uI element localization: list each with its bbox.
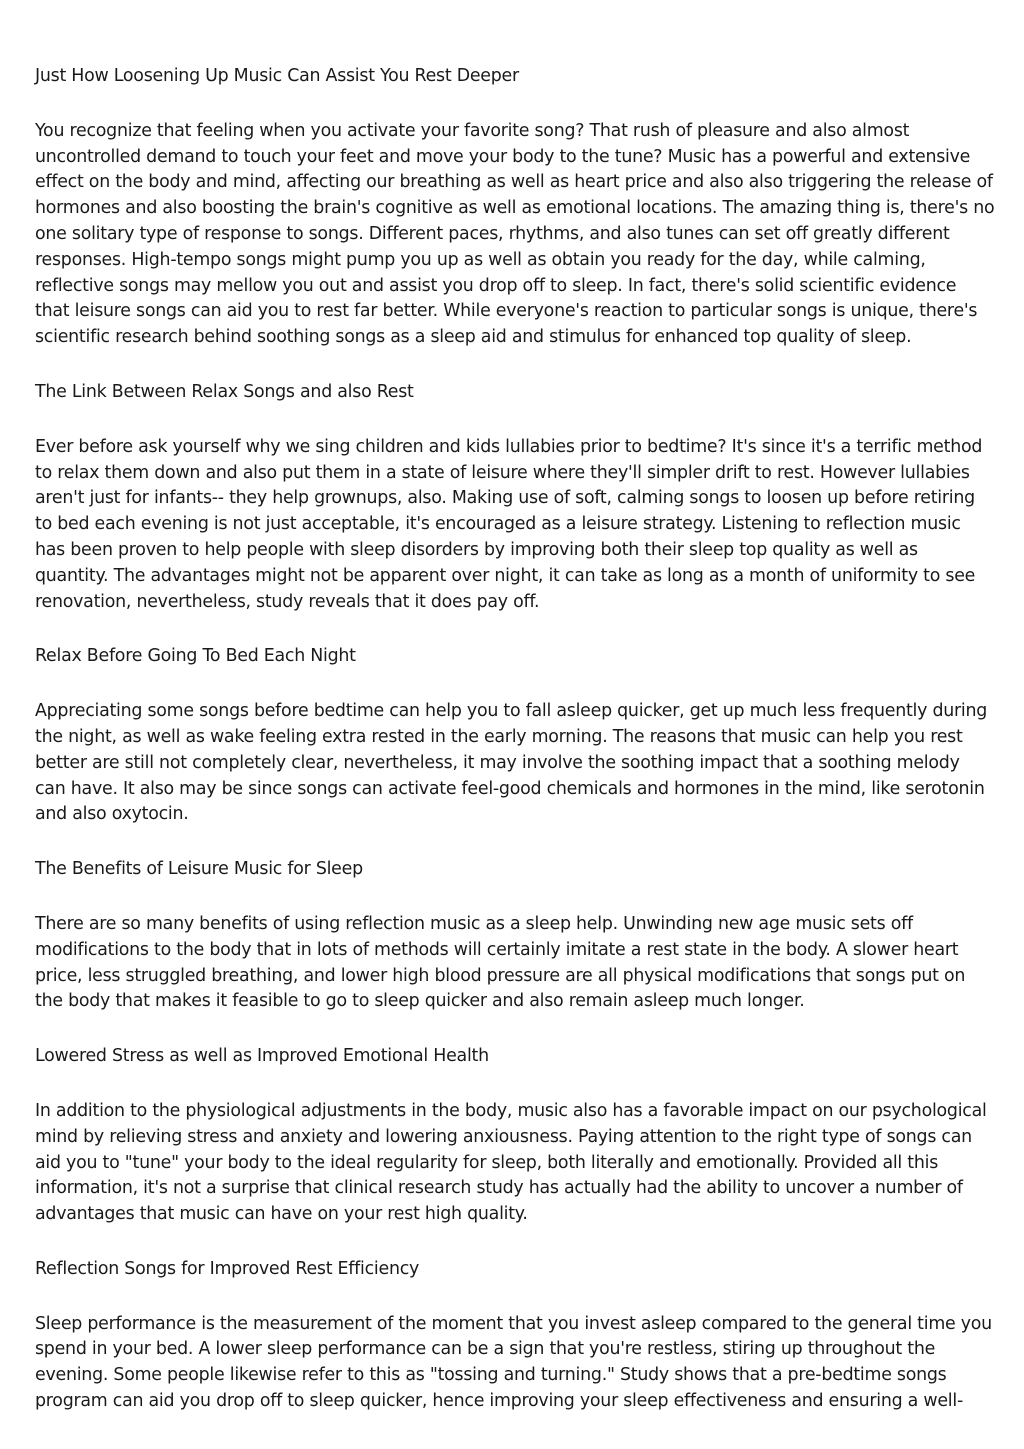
- intro-paragraph: You recognize that feeling when you activate your favorite song? That rush of pleasure and also almost uncontrolled demand to touch your feet and move your body to the tune? Music has a powerful and extensive effect on the body and mind, affecting our breathing as well as heart price and also also triggering the release of hormones and also boosting the brain's cognitive as well as emotional locations. The amazing thing is, there's no one solitary type of response to songs. Different paces, rhythms, and also tunes can set off greatly different responses. High-tempo songs might pump you up as well as obtain you ready for the day, while calming, reflective songs may mellow you out and assist you drop off to sleep. In fact, there's solid scientific evidence that leisure songs can aid you to rest far better. While everyone's reaction to particular songs is unique, there's scientific research behind soothing songs as a sleep aid and stimulus for enhanced top quality of sleep.: [35, 120, 995, 348]
- section-heading-relax: Relax Before Going To Bed Each Night: [35, 646, 356, 667]
- document-page: [35, 64, 995, 1415]
- section-heading-link: The Link Between Relax Songs and also Rest: [35, 381, 414, 402]
- section-body-relax: Appreciating some songs before bedtime can help you to fall asleep quicker, get up much less frequently during the night, as well as wake feeling extra rested in the early morning. The reasons that music can help you rest better are still not completely clear, nevertheless, it may involve the soothing impact that a soothing melody can have. It also may be since songs can activate feel-good chemicals and hormones in the mind, like serotonin and also oxytocin.: [35, 701, 988, 825]
- section-body-stress: In addition to the physiological adjustments in the body, music also has a favorable impact on our psychological mind by relieving stress and anxiety and lowering anxiousness. Paying attention to the right type of songs can aid you to "tune" your body to the ideal regularity for sleep, both literally and emotionally. Provided all this information, it's not a surprise that clinical research study has actually had the ability to uncover a number of advantages that music can have on your rest high quality.: [35, 1100, 987, 1225]
- section-heading-stress: Lowered Stress as well as Improved Emotional Health: [35, 1046, 489, 1067]
- section-body-efficiency: Sleep performance is the measurement of the moment that you invest asleep compared to the general time you spend in your bed. A lower sleep performance can be a sign that you're restless, stiring up throughout the evening. Some people likewise refer to this as "tossing and turning." Study shows that a pre-bedtime songs program can aid you drop off to sleep quicker, hence improving your sleep effectiveness and ensuring a well-: [35, 1313, 992, 1412]
- section-body-benefits: There are so many benefits of using reflection music as a sleep help. Unwinding new age music sets off modifications to the body that in lots of methods will certainly imitate a rest state in the body. A slower heart price, less struggled breathing, and lower high blood pressure are all physical modifications that songs put on the body that makes it feasible to go to sleep quicker and also remain asleep much longer.: [35, 913, 966, 1012]
- section-heading-efficiency: Reflection Songs for Improved Rest Efficiency: [35, 1258, 420, 1279]
- section-body-link: Ever before ask yourself why we sing children and kids lullabies prior to bedtime? It's since it's a terrific method to relax them down and also put them in a state of leisure where they'll simpler drift to rest. However lullabies aren't just for infants-- they help grownups, also. Making use of soft, calming songs to loosen up before retiring to bed each evening is not just acceptable, it's encouraged as a leisure strategy. Listening to reflection music has been proven to help people with sleep disorders by improving both their sleep top quality as well as quantity. The advantages might not be apparent over night, it can take as long as a month of uniformity to see renovation, nevertheless, study reveals that it does pay off.: [35, 436, 983, 612]
- document-title: Just How Loosening Up Music Can Assist You Rest Deeper: [35, 66, 519, 86]
- section-heading-benefits: The Benefits of Leisure Music for Sleep: [35, 859, 363, 880]
